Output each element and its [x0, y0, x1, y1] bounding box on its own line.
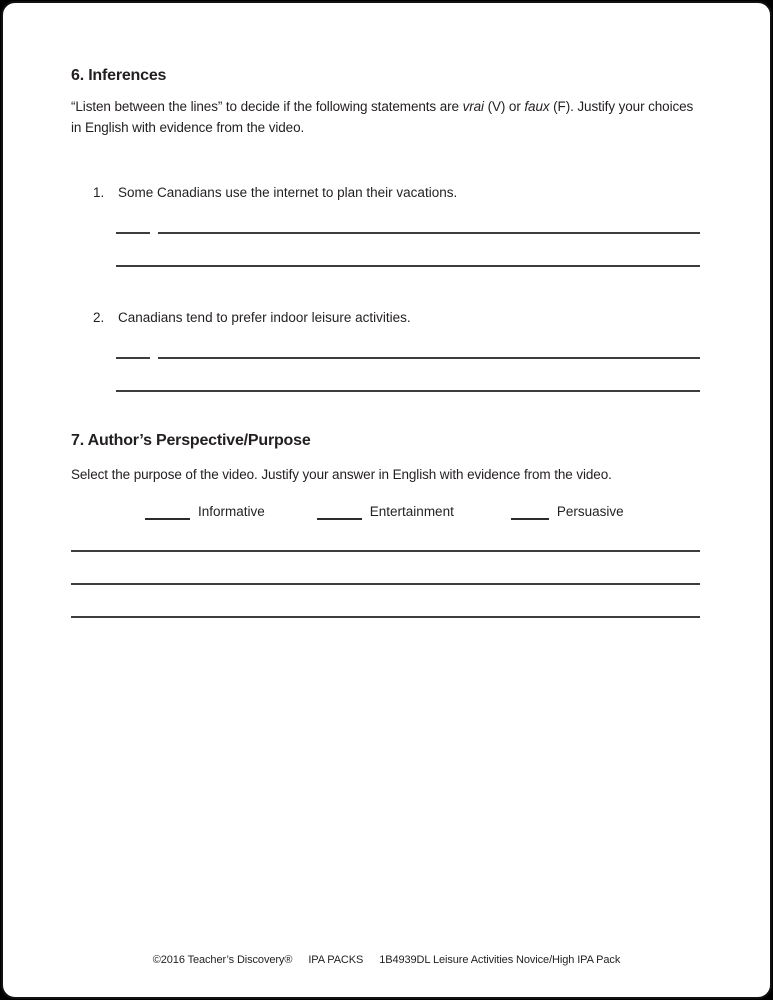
- worksheet-content: [71, 3, 700, 618]
- section-7-heading: 7. Author’s Perspective/Purpose: [71, 432, 311, 449]
- footer-product: 1B4939DL Leisure Activities Novice/High IPA Pack: [379, 954, 621, 966]
- option-blank-informative[interactable]: [145, 506, 190, 520]
- instructions-part-3: (F). Justify your choices in English with evidence from the video.: [71, 99, 694, 135]
- section-6-heading: 6. Inferences: [71, 67, 167, 84]
- section-7-instructions: Select the purpose of the video. Justify your answer in English with evidence from the video.: [71, 467, 612, 482]
- question-item-1: [71, 185, 700, 201]
- question-1-evidence-line-1[interactable]: [158, 201, 700, 234]
- question-item-2: [71, 310, 700, 326]
- instructions-part-1: “Listen between the lines” to decide if the following statements are: [71, 99, 463, 114]
- question-1-number: 1.: [93, 185, 105, 200]
- section-6-instructions: [71, 96, 700, 138]
- footer-credit: [3, 954, 770, 966]
- instructions-vrai-italic: vrai: [462, 99, 484, 114]
- question-1-evidence-line-2[interactable]: [116, 234, 700, 267]
- option-label-persuasive: Persuasive: [556, 504, 624, 519]
- instructions-part-2: (V) or: [483, 99, 525, 114]
- worksheet-page: [1, 1, 772, 999]
- purpose-options-row: [71, 504, 700, 520]
- question-2-vf-answer-blank[interactable]: [116, 326, 150, 359]
- footer-brand: IPA PACKS: [308, 954, 364, 966]
- justification-line-1[interactable]: [71, 521, 700, 552]
- question-2-evidence-line-1[interactable]: [158, 326, 700, 359]
- question-1-vf-answer-blank[interactable]: [116, 201, 150, 234]
- instructions-faux-italic: faux: [524, 99, 550, 114]
- question-1-text: Some Canadians use the internet to plan their vacations.: [118, 185, 458, 200]
- footer-copyright: ©2016 Teacher’s Discovery®: [152, 954, 293, 966]
- option-blank-persuasive[interactable]: [511, 506, 549, 520]
- question-1-answer-row: [116, 201, 700, 234]
- justification-line-3[interactable]: [71, 585, 700, 618]
- option-blank-entertainment[interactable]: [317, 506, 362, 520]
- question-2-evidence-line-2[interactable]: [116, 359, 700, 392]
- question-2-text: Canadians tend to prefer indoor leisure activities.: [118, 310, 411, 325]
- question-2-answer-row: [116, 326, 700, 359]
- justification-line-2[interactable]: [71, 552, 700, 585]
- purpose-justification-area: [71, 521, 700, 618]
- option-label-entertainment: Entertainment: [369, 504, 454, 519]
- option-label-informative: Informative: [198, 504, 265, 519]
- question-2-number: 2.: [93, 310, 105, 325]
